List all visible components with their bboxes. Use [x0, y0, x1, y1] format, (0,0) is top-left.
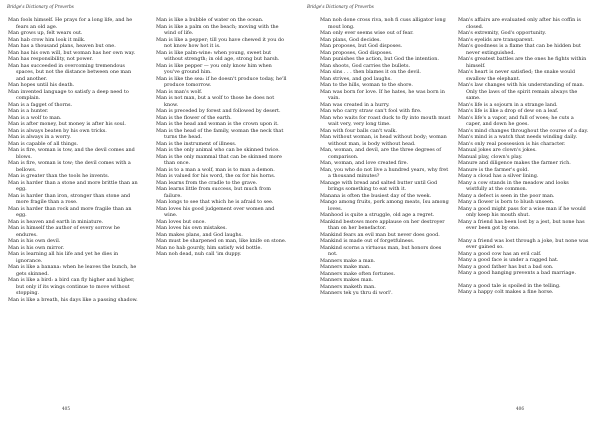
- proverb-entry: Man invented language to satisfy a deep need to complain.: [8, 88, 129, 101]
- proverb-entry: Man is to a man a wolf, man is to man a demon.: [156, 166, 275, 173]
- proverb-entry: Manure is the farmer's gold.: [458, 166, 529, 173]
- proverb-entry: Man only ever seems wise out of fear.: [320, 30, 414, 36]
- proverb-entry: Man is like a banana: when he leaves the bunch, he gets skinned.: [8, 264, 137, 277]
- proverb-entry: Man is fire, woman is tow; the devil comes with a bellows.: [8, 160, 131, 173]
- proverb-entry: Many a good tale is spoiled in the telling.: [458, 282, 561, 289]
- proverb-entry: Mankind is made out of forgetfulness.: [320, 238, 415, 244]
- proverb-entry: Man is not man, but a wolf to those he does not know.: [156, 95, 275, 108]
- proverb-entry: Man noh done cross riva, noh fi cuss alligator long mout long.: [320, 17, 446, 30]
- right-page-column-2: [458, 17, 590, 296]
- proverb-entry: Man is the head of the family, woman the neck that turns the head.: [156, 127, 284, 140]
- proverb-entry: Man is the head and woman is the crown upon it.: [156, 121, 279, 127]
- proverb-entry: Man no hab gourdy, him satisfy wid bottle.: [156, 244, 262, 251]
- proverb-entry: Man's life is like a drop of dew on a leaf.: [458, 108, 559, 114]
- proverb-entry: Man is harder than rock and more fragile than an egg.: [8, 205, 132, 218]
- left-page-column-1: [8, 17, 140, 303]
- right-page: [300, 0, 600, 424]
- proverb-entry: Man sins . . . then blames it on the devil.: [320, 69, 421, 75]
- proverb-entry: Man's goodness is a flame that can be hidden but never extinguished.: [458, 43, 581, 56]
- proverb-entry: Man is harder than a stone and more brittle than an egg.: [8, 179, 138, 192]
- proverb-entry: Man who carry straw can't fool with fire.: [320, 108, 422, 114]
- proverb-entry: Man is greater than the tools he invents.: [8, 173, 110, 179]
- proverb-entry: Man is harder than iron, stronger than stone and more fragile than a rose.: [8, 192, 131, 205]
- proverb-entry: Many a good hanging prevents a bad marriage.: [458, 270, 577, 276]
- proverb-entry: Man is preceded by forest and followed by desert.: [156, 108, 281, 114]
- proverb-entry: Manage with bread and salted butter until God brings something to eat with it.: [320, 179, 438, 192]
- proverb-entry: Man is his own devil.: [8, 238, 61, 244]
- proverb-entry: Man is valued for his word, the ox for his horns.: [156, 173, 276, 179]
- proverb-entry: Man hab crow him look it milk.: [8, 36, 86, 43]
- proverb-entry: Man is learning all his life and yet he dies in ignorance.: [8, 251, 119, 264]
- proverb-entry: Man is like a palm on the beach; moving with the wind of life.: [156, 23, 279, 36]
- proverb-entry: Man is like the sea: if he doesn't produce today, he'll produce tomorrow.: [156, 75, 287, 88]
- proverb-entry: Mankind scorns a virtuous man, but honors does not.: [320, 244, 442, 257]
- proverb-entry: Many a friend was lost through a joke, but none was ever gained so.: [458, 237, 589, 250]
- proverb-entry: Man longs to see that which he is afraid to see.: [156, 199, 274, 205]
- proverb-entry: Man is a wolf to man.: [8, 114, 62, 121]
- proverb-entry: Man is a hunter.: [8, 108, 49, 114]
- left-page-column-2: [156, 17, 288, 258]
- proverb-entry: Man who waits for roast duck to fly into mouth must wait very, very long time.: [320, 114, 451, 127]
- proverb-entry: Man is like a bubble of water on the ocean.: [156, 17, 264, 23]
- proverb-entry: Man's life's a vapor, and full of woes; he cuts a caper, and down he goes.: [458, 114, 574, 127]
- proverb-entry: Manhood is quite a struggle, old age a regret.: [320, 212, 435, 218]
- proverb-entry: Many a cow stands in the meadow and looks wistfully at the common.: [458, 179, 569, 192]
- proverb-entry: Manners tek yu thru di worl'.: [320, 290, 393, 296]
- proverb-entry: Many a good father has but a bad son.: [458, 263, 554, 270]
- proverb-entry: Mankind bestows more applause on her destroyer than on her benefactor.: [320, 218, 445, 231]
- proverb-entry: Man proposes, but God disposes.: [320, 43, 403, 49]
- proverb-entry: Man, woman, and devil, are the three degrees of comparison.: [320, 147, 442, 160]
- proverb-entry: Man with four balls can't walk.: [320, 127, 397, 134]
- running-head: Bridge's Dictionary of Proverbs: [307, 4, 374, 9]
- right-page-column-1: [320, 17, 452, 297]
- proverb-entry: Man loves his good judgement over women and wine.: [156, 205, 275, 218]
- proverb-entry: Man is always in a worry.: [8, 134, 71, 140]
- proverb-entry: Man strives, and god laughs.: [320, 75, 392, 82]
- proverb-entry: Manual jokes are clown's jokes.: [458, 147, 537, 153]
- proverb-entry: Man must be sharpened on man, like knife on stone.: [156, 238, 287, 244]
- proverb-entry: Man fools himself. He prays for a long life, and he fears an old age.: [8, 17, 133, 30]
- proverb-entry: Man has succeeded in overcoming tremendous spaces, but not the distance between one man and another.: [8, 62, 132, 82]
- proverb-entry: Man without woman, is head without body; woman without man, is body without head.: [320, 134, 447, 147]
- proverb-entry: Man makes plans, and God laughs.: [156, 231, 243, 238]
- proverb-entry: Man shoots, God carries the bullets.: [320, 62, 411, 69]
- proverb-entry: Man is fire, woman is tow, and the devil comes and blows.: [8, 147, 135, 160]
- proverb-entry: Man is after money, but money is after his soul.: [8, 121, 126, 127]
- proverb-entry: Man learns little from success, but much from failure.: [156, 186, 271, 199]
- proverb-entry: Mango among fruits, pork among meats, Isu among loves.: [320, 199, 449, 212]
- proverb-entry: Many a flower is born to blush unseen.: [458, 199, 555, 205]
- proverb-entry: Man loves but once.: [156, 218, 206, 225]
- page-number: 406: [516, 406, 524, 411]
- proverb-entry: Man plans, God decides.: [320, 36, 381, 43]
- proverb-entry: Man was created in a hurry.: [320, 101, 390, 108]
- proverb-entry: Man's life is a sojourn in a strange land.: [458, 101, 558, 108]
- proverb-entry: Man is like a breath, his days like a passing shadow.: [8, 296, 138, 303]
- proverb-entry: Man's extremity, God's opportunity.: [458, 30, 547, 36]
- proverb-entry: Man is himself the author of every sorrow he endures.: [8, 225, 120, 238]
- proverb-entry: Man has a thousand plans, heaven but one.: [8, 43, 116, 49]
- proverb-entry: Many a good cow has an evil calf.: [458, 250, 542, 257]
- proverb-entry: Many a good face is under a ragged hat.: [458, 257, 559, 263]
- proverb-entry: Many a defect is seen in the poor man.: [458, 192, 555, 199]
- proverb-entry: Man is like palm-wine: when young, sweet but without strength; in old age, strong but harsh.: [156, 49, 280, 62]
- proverb-entry: Man has his own will, but woman has her own way.: [8, 49, 136, 56]
- proverb-entry: Man loves his own mistakes.: [156, 225, 227, 231]
- proverb-entry: Man punishes the action, but God the intention.: [320, 56, 439, 62]
- proverb-entry: Man is capable of all things.: [8, 140, 79, 147]
- proverb-entry: Man's affairs are evaluated only after his coffin is closed.: [458, 17, 581, 30]
- proverb-entry: Man learns from the cradle to the grave.: [156, 179, 258, 186]
- proverb-entry: Man hopes until his death.: [8, 82, 75, 88]
- proverb-entry: Man is man's wolf.: [156, 88, 203, 95]
- proverb-entry: Manual play, clown's play.: [458, 153, 523, 160]
- proverb-entry: Man's mind changes throughout the course of a day.: [458, 127, 589, 134]
- proverb-entry: Manana is often the busiest day of the week.: [320, 192, 432, 199]
- proverb-entry: Man's greatest battles are the ones he fights within himself.: [458, 56, 587, 69]
- proverb-entry: Manners make a man.: [320, 257, 376, 264]
- running-head: Bridge's Dictionary of Proverbs: [7, 4, 74, 9]
- proverb-entry: Man is the flower of the earth.: [156, 114, 232, 121]
- proverb-entry: Man is his own mirror.: [8, 244, 65, 251]
- proverb-entry: Man's law changes with his understanding of man. Only the laws of the spirit remain always the same.: [458, 82, 585, 101]
- proverb-entry: Man grows up, felt wears out.: [8, 30, 83, 36]
- proverb-entry: Mankind fears an evil man but never does good.: [320, 231, 440, 238]
- proverb-entry: Many a happy colt makes a fine horse.: [458, 289, 554, 295]
- proverb-entry: Man's heart is never satisfied; the snake would swallow the elephant.: [458, 69, 576, 82]
- proverb-entry: Man's mind is a watch that needs winding daily.: [458, 134, 578, 140]
- proverb-entry: Man noh dead, nuh call 'im duppy.: [156, 251, 242, 257]
- proverb-entry: Manners make often fortunes.: [320, 270, 396, 277]
- proverb-entry: Man to the hills, woman to the shore.: [320, 82, 413, 88]
- proverb-entry: Man is like pepper — you only know him when you've ground him.: [156, 62, 272, 75]
- proverb-entry: Manners make man.: [320, 264, 371, 270]
- proverb-entry: Many a cloud has a silver lining.: [458, 173, 539, 179]
- proverb-entry: Man is heaven and earth in miniature.: [8, 218, 104, 225]
- proverb-entry: Manure and diligence makes the farmer rich.: [458, 160, 571, 166]
- proverb-entry: Man was born for love. If he hates, he was born in vain.: [320, 88, 445, 101]
- proverb-entry: Man is like a pepper; till you have chewed it you do not know how hot it is.: [156, 36, 285, 49]
- proverb-entry: Many a friend has been lost by a jest, but none has ever been got by one.: [458, 218, 585, 231]
- proverb-entry: Man is the instrument of illness.: [156, 140, 237, 147]
- page-number: 405: [62, 406, 70, 411]
- proverb-entry: Man is a fagget of thorns.: [8, 101, 73, 108]
- proverb-entry: Man is the only mammal that can be skinned more than once.: [156, 153, 282, 166]
- proverb-entry: Man, woman, and love created fire.: [320, 160, 409, 166]
- proverb-entry: Man is like a bird: a bird can fly higher and higher, but only if its wings continue to move without stopping.: [8, 277, 135, 296]
- proverb-entry: Manners makes man.: [320, 277, 374, 283]
- proverb-entry: Man has responsibility, not power.: [8, 56, 93, 62]
- proverb-entry: Man proposes, God disposes.: [320, 49, 393, 56]
- proverb-entry: Many a good might pass for a wise man if he would only keep his mouth shut.: [458, 205, 586, 218]
- proverb-entry: Man is always beaten by his own tricks.: [8, 127, 107, 134]
- proverb-entry: Man is the only animal who can be skinned twice.: [156, 147, 280, 153]
- proverb-entry: Man's only real possession is his character.: [458, 140, 566, 147]
- proverb-entry: Man, you who do not live a hundred years, why fret a thousand minutes?: [320, 166, 449, 179]
- proverb-entry: Man's eyelids are transparent.: [458, 36, 534, 43]
- proverb-entry: Manners maketh man.: [320, 283, 376, 290]
